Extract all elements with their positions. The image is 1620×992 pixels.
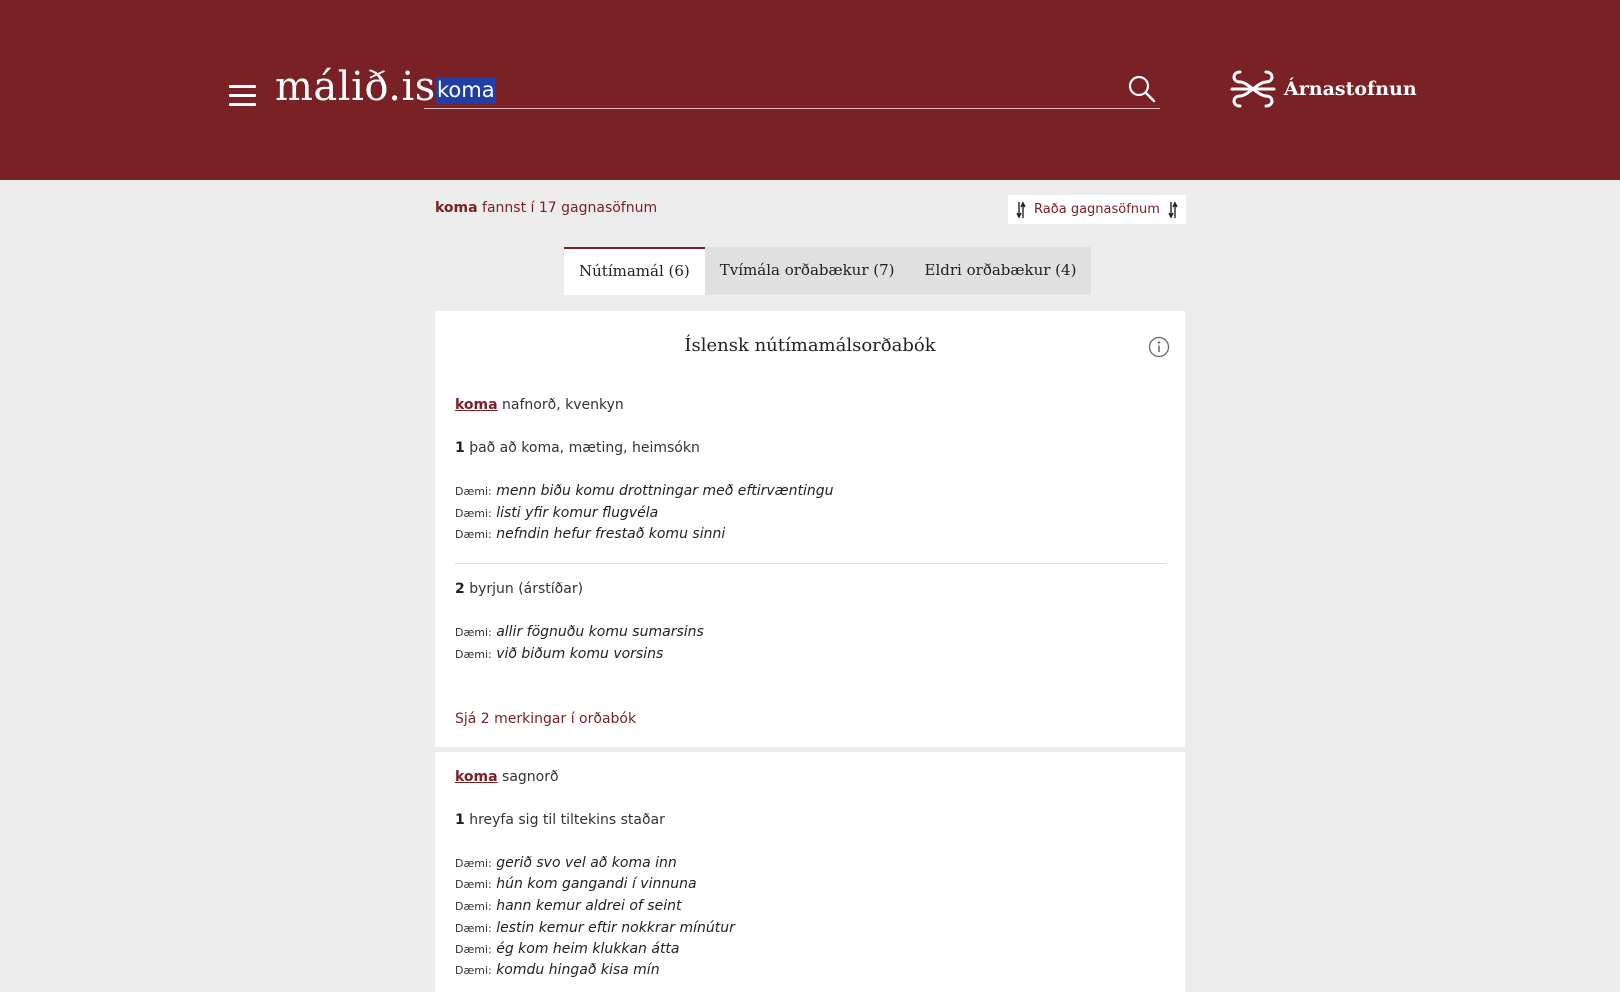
category-tabs <box>564 247 1091 295</box>
example-text: við biðum komu vorsins <box>496 646 664 662</box>
example-label: Dæmi: <box>455 964 492 977</box>
tab-nutimamal[interactable]: Nútímamál (6) <box>564 247 705 295</box>
example-label: Dæmi: <box>455 648 492 661</box>
tab-eldri-ordabaekur[interactable]: Eldri orðabækur (4) <box>910 247 1092 295</box>
example-text: hún kom gangandi í vinnuna <box>496 876 697 892</box>
example-label: Dæmi: <box>455 857 492 870</box>
sense-definition <box>455 581 583 597</box>
example-text: komdu hingað kisa mín <box>496 962 660 978</box>
results-summary <box>435 200 657 216</box>
example-label: Dæmi: <box>455 943 492 956</box>
part-of-speech: nafnorð, kvenkyn <box>502 397 624 413</box>
site-logo[interactable]: málið.is <box>275 64 436 110</box>
arnastofnun-logo-icon <box>1228 68 1278 110</box>
example <box>455 898 681 914</box>
sense-number: 2 <box>455 581 465 597</box>
example <box>455 526 725 542</box>
part-of-speech: sagnorð <box>502 769 559 785</box>
sense-text: byrjun (árstíðar) <box>469 581 584 597</box>
example-text: allir fögnuðu komu sumarsins <box>496 624 704 640</box>
arnastofnun-label: Árnastofnun <box>1284 78 1417 100</box>
see-more-meanings-link[interactable]: Sjá 2 merkingar í orðabók <box>455 711 637 727</box>
example <box>455 941 680 957</box>
search-input-selected-text: koma <box>437 78 495 102</box>
arnastofnun-link[interactable] <box>1228 68 1417 110</box>
sense-definition <box>455 812 665 828</box>
example <box>455 646 663 662</box>
search-icon[interactable] <box>1127 74 1157 104</box>
example-text: gerið svo vel að koma inn <box>496 855 677 871</box>
sort-databases-button[interactable] <box>1008 195 1186 224</box>
example-text: lestin kemur eftir nokkrar mínútur <box>496 920 735 936</box>
example-text: hann kemur aldrei of seint <box>496 898 682 914</box>
entry-header <box>455 769 559 785</box>
menu-icon[interactable] <box>229 85 256 107</box>
dictionary-card <box>435 311 1185 747</box>
example-label: Dæmi: <box>455 878 492 891</box>
example <box>455 920 735 936</box>
dictionary-title: Íslensk nútímamálsorðabók <box>684 335 936 356</box>
example-text: ég kom heim klukkan átta <box>496 941 680 957</box>
sense-number: 1 <box>455 440 465 456</box>
search-bar <box>424 70 1160 109</box>
dictionary-card <box>435 752 1185 992</box>
sort-databases-label: Raða gagnasöfnum <box>1034 202 1160 217</box>
example-text: nefndin hefur frestað komu sinni <box>496 526 726 542</box>
tab-tvimala-ordabaekur[interactable]: Tvímála orðabækur (7) <box>705 247 910 295</box>
example-text: menn biðu komu drottningar með eftirvæntingu <box>496 483 834 499</box>
results-count-text: fannst í 17 gagnasöfnum <box>482 200 658 216</box>
example <box>455 876 697 892</box>
example <box>455 855 677 871</box>
example-label: Dæmi: <box>455 485 492 498</box>
example <box>455 505 658 521</box>
sort-arrows-icon <box>1016 200 1026 220</box>
headword-link[interactable]: koma <box>455 397 498 413</box>
search-input[interactable] <box>424 74 1104 104</box>
sense-number: 1 <box>455 812 465 828</box>
example-text: listi yfir komur flugvéla <box>496 505 659 521</box>
site-header <box>0 0 1620 180</box>
example-label: Dæmi: <box>455 900 492 913</box>
example <box>455 624 704 640</box>
entry-header <box>455 397 624 413</box>
example-label: Dæmi: <box>455 507 492 520</box>
example-label: Dæmi: <box>455 922 492 935</box>
example <box>455 483 834 499</box>
example-label: Dæmi: <box>455 528 492 541</box>
info-icon[interactable] <box>1148 336 1170 358</box>
sense-divider <box>455 563 1166 564</box>
headword-link[interactable]: koma <box>455 769 498 785</box>
sense-text: það að koma, mæting, heimsókn <box>469 440 700 456</box>
example <box>455 962 660 978</box>
example-label: Dæmi: <box>455 626 492 639</box>
sort-arrows-icon <box>1168 200 1178 220</box>
sense-text: hreyfa sig til tiltekins staðar <box>469 812 665 828</box>
results-term: koma <box>435 200 478 216</box>
sense-definition <box>455 440 700 456</box>
